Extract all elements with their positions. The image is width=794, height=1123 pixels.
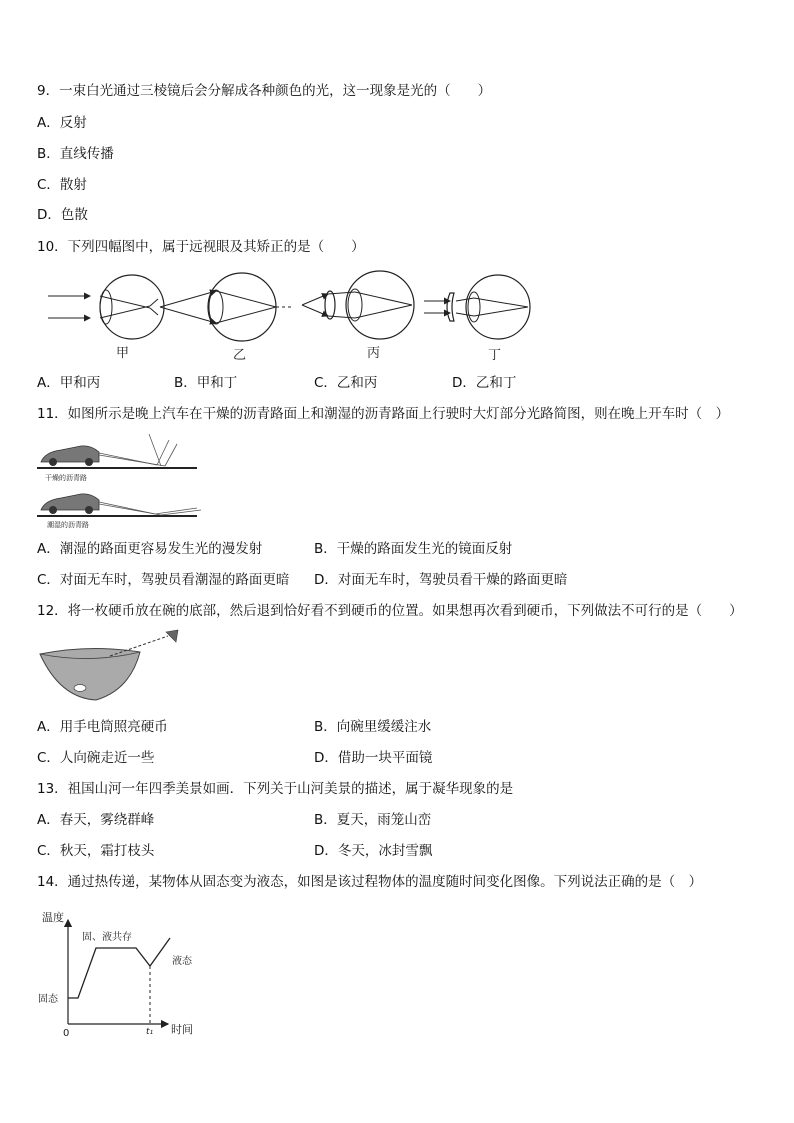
headlight-road-figure: [37, 432, 207, 532]
coin-bowl-figure: [38, 628, 188, 710]
question-9-option-b[interactable]: B．直线传播: [37, 146, 114, 162]
x-axis-label: 时间: [171, 1023, 193, 1036]
question-14-stem: 14．通过热传递，某物体从固态变为液态，如图是该过程物体的温度随时间变化图像。下列说法正确的是（ ）: [37, 874, 703, 890]
eye-diagram-ding: [424, 275, 530, 363]
question-9-option-d[interactable]: D．色散: [37, 207, 88, 223]
temperature-time-graph: [38, 906, 208, 1038]
question-11-stem: 11．如图所示是晚上汽车在干燥的沥青路面上和潮湿的沥青路面上行驶时大灯部分光路简图，则在晚上开车时（ ）: [37, 406, 730, 422]
question-13-option-d[interactable]: D．冬天，冰封雪飘: [314, 843, 433, 859]
eye-diagram-jia: [48, 275, 164, 361]
car-wet-road: [41, 494, 99, 514]
bowl-illustration: [40, 648, 140, 700]
eye-diagram-yi: [160, 273, 292, 363]
fig-label-ding: 丁: [488, 348, 502, 363]
t1-label: t₁: [146, 1027, 154, 1037]
question-12-option-c[interactable]: C．人向碗走近一些: [37, 750, 155, 766]
question-10-option-b[interactable]: B．甲和丁: [174, 375, 238, 391]
coexist-label: 固、液共存: [82, 932, 132, 943]
y-axis-label: 温度: [42, 911, 64, 924]
eye-diagrams-figure: [40, 265, 540, 365]
question-11-option-a[interactable]: A．潮湿的路面更容易发生光的漫发射: [37, 541, 263, 557]
question-11-option-d[interactable]: D．对面无车时，驾驶员看干燥的路面更暗: [314, 572, 568, 588]
question-9-stem: 9．一束白光通过三棱镜后会分解成各种颜色的光，这一现象是光的（ ）: [37, 83, 492, 99]
question-9-option-a[interactable]: A．反射: [37, 115, 87, 131]
eye-diagram-bing: [302, 271, 414, 361]
question-12-stem: 12．将一枚硬币放在碗的底部，然后退到恰好看不到硬币的位置。如果想再次看到硬币，下列做法不可行的是（ ）: [37, 603, 743, 619]
liquid-label: 液态: [172, 956, 192, 967]
question-10-option-c[interactable]: C．乙和丙: [314, 375, 378, 391]
fig-label-bing: 丙: [367, 346, 381, 361]
question-12-option-d[interactable]: D．借助一块平面镜: [314, 750, 433, 766]
question-12-option-b[interactable]: B．向碗里缓缓注水: [314, 719, 432, 735]
question-13-option-a[interactable]: A．春天，雾绕群峰: [37, 812, 155, 828]
question-9-option-c[interactable]: C．散射: [37, 177, 87, 193]
fig-label-jia: 甲: [116, 346, 130, 361]
question-12-option-a[interactable]: A．用手电筒照亮硬币: [37, 719, 168, 735]
label-wet-road: 潮湿的沥青路: [47, 521, 89, 529]
question-10-option-d[interactable]: D．乙和丁: [452, 375, 517, 391]
fig-label-yi: 乙: [233, 348, 247, 363]
question-13-stem: 13．祖国山河一年四季美景如画．下列关于山河美景的描述，属于凝华现象的是: [37, 781, 514, 797]
question-13-option-c[interactable]: C．秋天，霜打枝头: [37, 843, 155, 859]
label-dry-road: 干燥的沥青路: [45, 474, 87, 482]
question-11-option-c[interactable]: C．对面无车时，驾驶员看潮湿的路面更暗: [37, 572, 290, 588]
temperature-curve: [68, 938, 170, 998]
car-dry-road: [41, 446, 99, 466]
question-11-option-b[interactable]: B．干燥的路面发生光的镜面反射: [314, 541, 513, 557]
question-13-option-b[interactable]: B．夏天，雨笼山峦: [314, 812, 432, 828]
origin-label: 0: [63, 1028, 70, 1038]
question-10-stem: 10．下列四幅图中，属于远视眼及其矫正的是（ ）: [37, 239, 365, 255]
solid-label: 固态: [38, 994, 58, 1005]
question-10-option-a[interactable]: A．甲和丙: [37, 375, 101, 391]
